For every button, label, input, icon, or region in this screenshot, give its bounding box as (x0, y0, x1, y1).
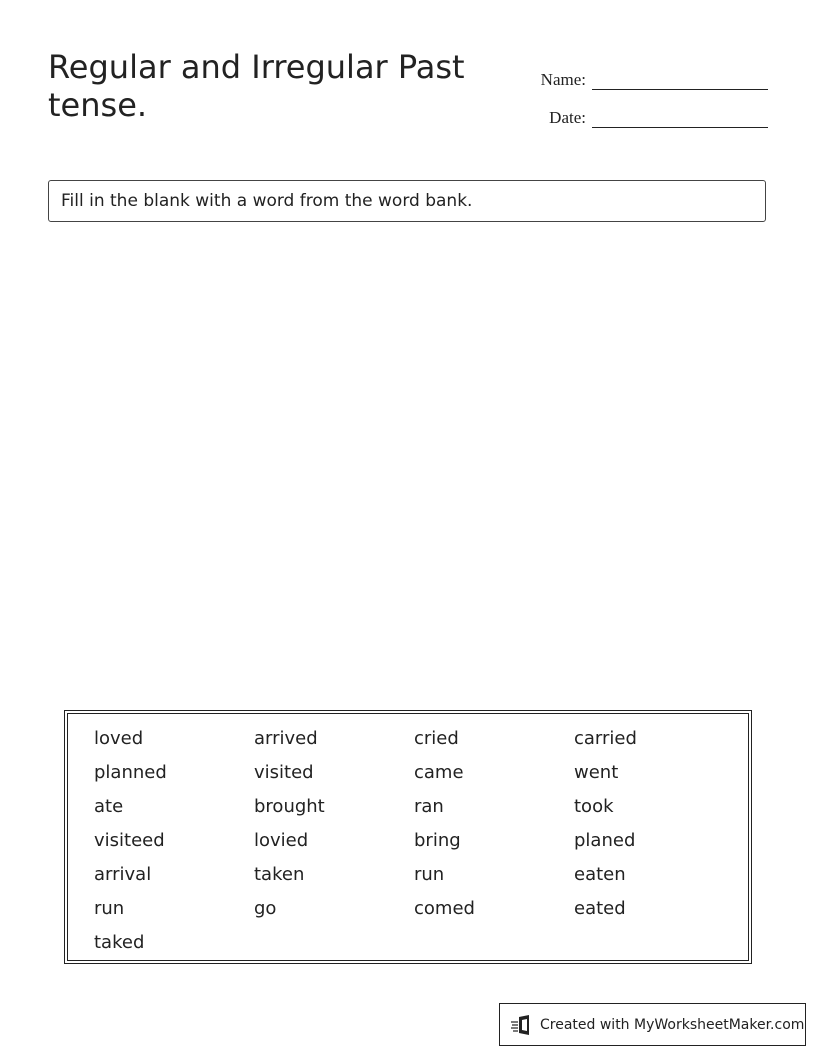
name-row (528, 52, 768, 90)
word-bank-item: cried (414, 728, 459, 749)
instructions-box: Fill in the blank with a word from the word bank. (48, 180, 766, 222)
word-bank-item: visited (254, 762, 314, 783)
word-bank-item: planed (574, 830, 636, 851)
date-row (528, 90, 768, 128)
word-bank-item: lovied (254, 830, 309, 851)
word-bank-item: visiteed (94, 830, 165, 851)
word-bank-item: ate (94, 796, 124, 817)
word-bank-item: took (574, 796, 614, 817)
credit-text: Created with MyWorksheetMaker.com (540, 1016, 805, 1033)
word-bank-item: came (414, 762, 464, 783)
name-label: Name: (540, 70, 586, 89)
word-bank-item: loved (94, 728, 144, 749)
word-bank-item: eaten (574, 864, 626, 885)
name-blank-line[interactable] (592, 65, 768, 90)
word-bank-grid (94, 724, 748, 962)
page-title: Regular and Irregular Past tense. (48, 48, 465, 124)
word-bank-item: bring (414, 830, 461, 851)
word-bank-item: went (574, 762, 619, 783)
credit-badge[interactable] (499, 1003, 806, 1046)
word-bank-item: ran (414, 796, 444, 817)
word-bank-item: comed (414, 898, 475, 919)
word-bank-item: carried (574, 728, 637, 749)
word-bank-item: taked (94, 932, 145, 953)
name-date-block (528, 52, 768, 128)
word-bank-item: run (414, 864, 445, 885)
word-bank-item: arrival (94, 864, 152, 885)
word-bank-item: arrived (254, 728, 318, 749)
word-bank-item: brought (254, 796, 325, 817)
word-bank-item: taken (254, 864, 305, 885)
word-bank (64, 710, 752, 964)
word-bank-item: run (94, 898, 125, 919)
word-bank-item: go (254, 898, 277, 919)
date-label: Date: (549, 108, 586, 127)
word-bank-item: planned (94, 762, 167, 783)
date-blank-line[interactable] (592, 103, 768, 128)
worksheet-maker-logo-icon (510, 1014, 534, 1036)
word-bank-item: eated (574, 898, 626, 919)
